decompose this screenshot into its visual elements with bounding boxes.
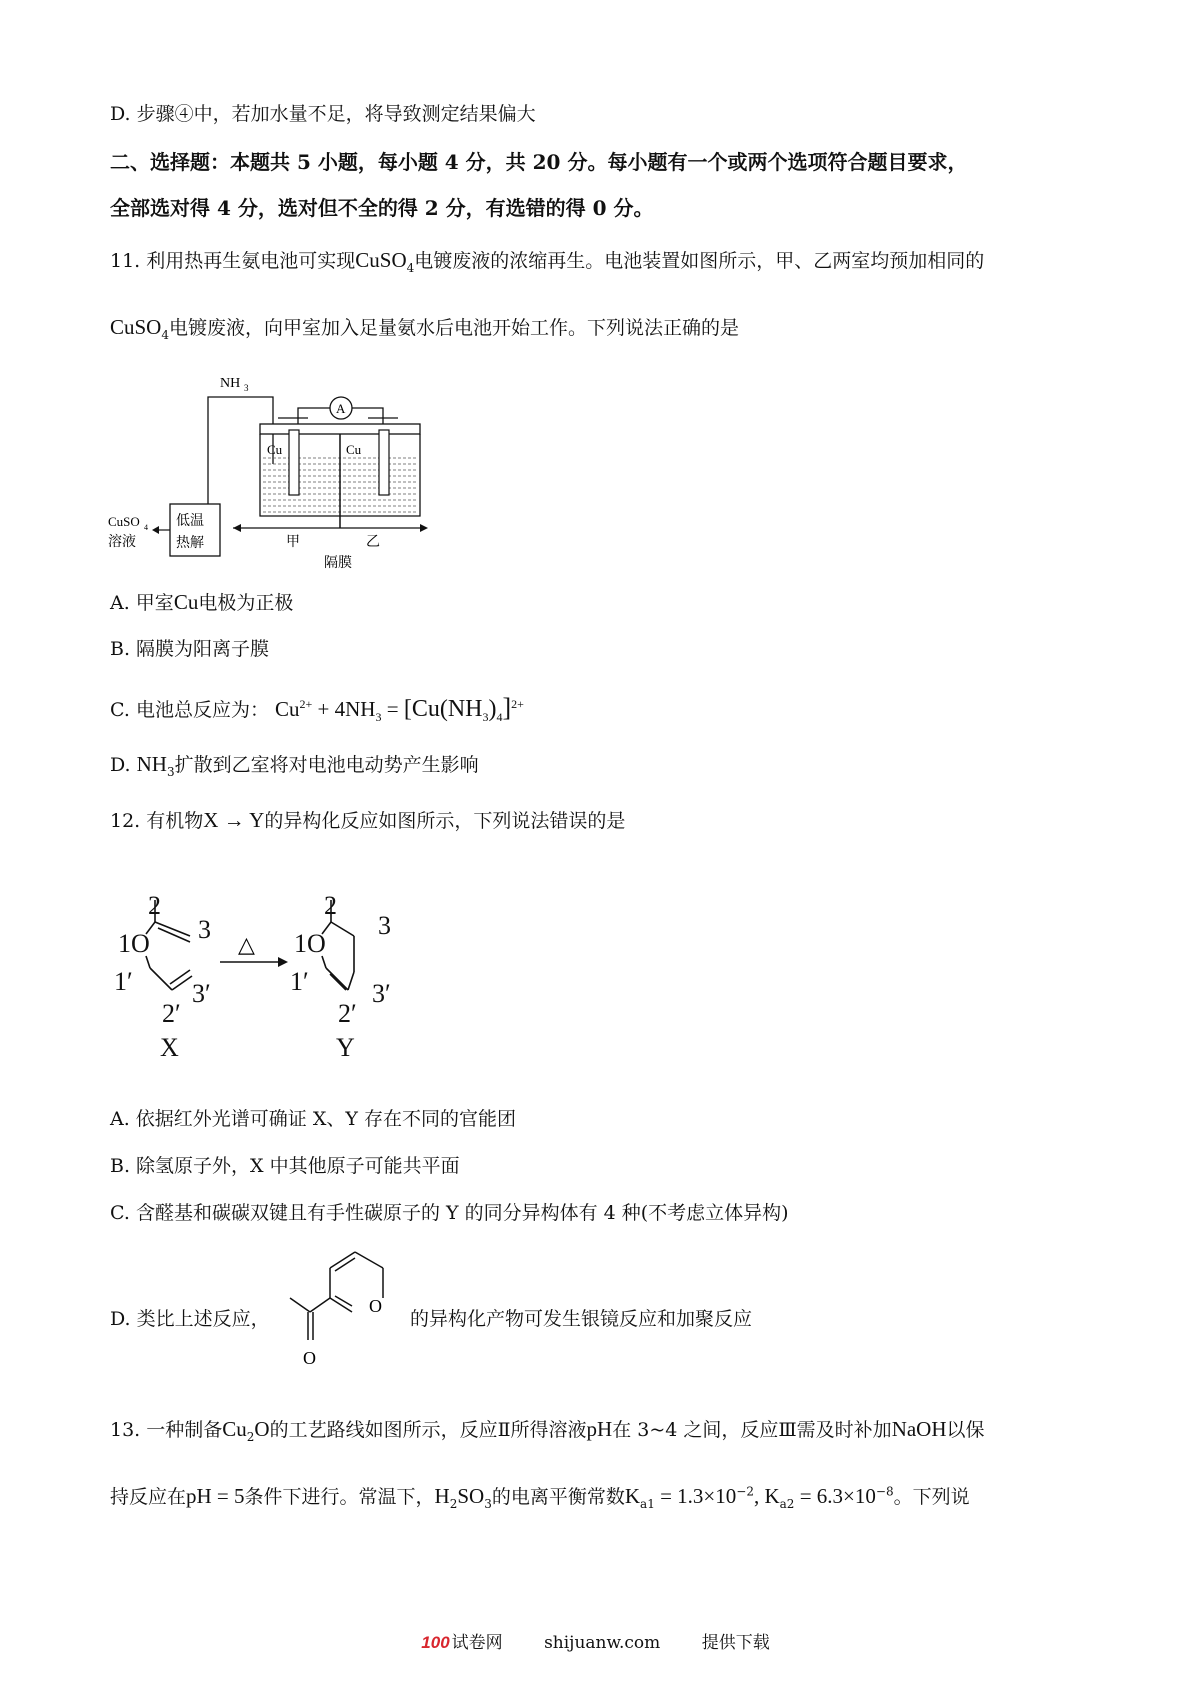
svg-text:2: 2 [148,891,161,920]
svg-text:Cu: Cu [267,442,283,457]
q11-option-a: A. 甲室Cu电极为正极 [110,590,294,614]
svg-text:3: 3 [198,915,211,944]
q11-option-b: B. 隔膜为阳离子膜 [110,638,270,660]
svg-text:1O: 1O [294,929,326,958]
svg-text:Cu: Cu [346,442,362,457]
svg-text:O: O [369,1296,382,1316]
q12-stem: 12. 有机物X → Y的异构化反应如图所示，下列说法错误的是 [110,808,626,832]
svg-text:乙: 乙 [366,535,380,550]
page-footer [0,1628,1191,1653]
q11-option-d: D. $NH_3$扩散到乙室将对电池电动势产生影响 [110,752,479,779]
q12-option-c: C. 含醛基和碳碳双键且有手性碳原子的 Y 的同分异构体有 4 种(不考虑立体异构) [110,1202,789,1224]
q12-isomerization-diagram [110,890,430,1060]
svg-text:A: A [336,401,346,416]
svg-text:1O: 1O [118,929,150,958]
svg-text:2′: 2′ [162,999,181,1028]
section-heading-line1: 二、选择题：本题共 5 小题，每小题 4 分，共 20 分。每小题有一个或两个选项符合题目要求， [110,150,968,174]
q11-stem-line1: 11. 利用热再生氨电池可实现CuSO$_4$电镀废液的浓缩再生。电池装置如图所示，甲、乙两室均预加相同的 [110,248,985,275]
q13-stem-line2: 持反应在pH = 5条件下进行。常温下，$H_2SO_3$的电离平衡常数$K_{a1} = 1.3\times 10^{-2}$, $K_{a2} = 6.3\times 10^{-8}$。下列说 [110,1484,970,1511]
svg-text:CuSO: CuSO [108,514,140,529]
svg-text:3′: 3′ [192,979,211,1008]
svg-text:2′: 2′ [338,999,357,1028]
pyran-ketone-structure [285,1240,410,1385]
svg-text:热解: 热解 [176,536,204,551]
q13-stem-line1: 13. 一种制备$Cu_2O$的工艺路线如图所示，反应Ⅱ所得溶液pH在 3~4 之间，反应Ⅲ需及时补加NaOH以保 [110,1417,985,1444]
svg-text:低温: 低温 [176,514,204,529]
q10-option-d: D. 步骤④中，若加水量不足，将导致测定结果偏大 [110,103,536,125]
svg-text:3′: 3′ [372,979,391,1008]
svg-text:O: O [303,1348,316,1368]
svg-text:3: 3 [244,383,249,393]
svg-text:X: X [160,1033,179,1060]
q12-option-d-post: 的异构化产物可发生银镜反应和加聚反应 [410,1308,753,1330]
q12-option-d-pre: D. 类比上述反应， [110,1308,270,1330]
svg-text:溶液: 溶液 [108,535,136,550]
q12-option-b: B. 除氢原子外，X 中其他原子可能共平面 [110,1155,460,1177]
svg-text:3: 3 [378,911,391,940]
svg-text:甲: 甲 [286,535,300,550]
svg-text:隔膜: 隔膜 [324,556,352,571]
svg-text:1′: 1′ [114,967,133,996]
svg-text:2: 2 [324,891,337,920]
q11-option-c: C. 电池总反应为： $Cu^{2+} + 4NH_3 = [Cu(NH_3)_4]^{2+}$ [110,693,524,725]
svg-text:1′: 1′ [290,967,309,996]
q12-option-a: A. 依据红外光谱可确证 X、Y 存在不同的官能团 [110,1108,516,1130]
q11-stem-line2: CuSO$_4$电镀废液，向甲室加入足量氨水后电池开始工作。下列说法正确的是 [110,315,740,342]
site-name: 试卷网 [451,1633,503,1653]
svg-text:NH: NH [220,376,241,391]
section-heading-line2: 全部选对得 4 分，选对但不全的得 2 分，有选错的得 0 分。 [110,196,654,220]
q11-battery-diagram [108,368,428,578]
site-domain[interactable]: shijuanw.com [544,1633,661,1653]
svg-text:△: △ [238,932,255,957]
download-text: 提供下载 [701,1633,770,1653]
svg-text:4: 4 [144,523,148,532]
svg-text:Y: Y [336,1033,355,1060]
reaction-equation: $Cu^{2+} + 4NH_3 = [Cu(NH_3)_4]^{2+}$ [275,693,524,725]
site-logo: 100 [421,1633,450,1652]
